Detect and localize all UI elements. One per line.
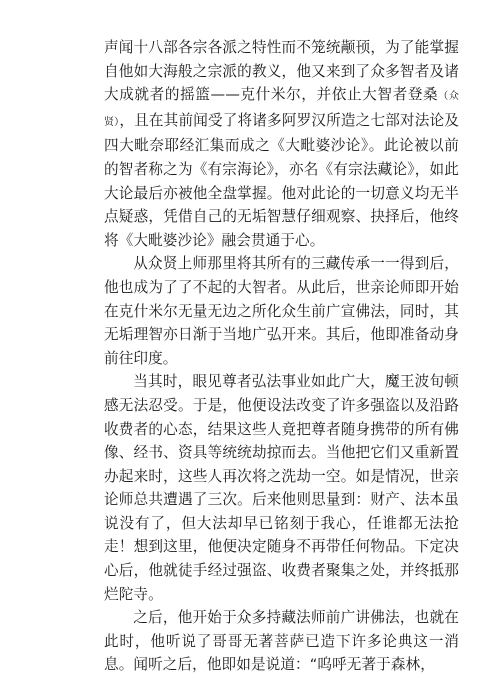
paragraph-4 (104, 606, 459, 677)
paragraph-4-text: 之后，他开始于众多持藏法师前广讲佛法，也就在此时，他听说了哥哥无著菩萨已造下许多论典这一消息。闻听之后，他即如是说道：“呜呼无著于森林， (104, 609, 459, 674)
paragraph-1-text-a: 声闻十八部各宗各派之特性而不笼统颟顸，为了能掌握自他如大海般之宗派的教义，他又来到了众多智者及诸大成就者的摇篮——克什米尔，并依止大智者登桑 (104, 39, 459, 104)
paragraph-1 (104, 36, 459, 252)
paragraph-2-text: 从众贤上师那里将其所有的三藏传承一一得到后，他也成为了了不起的大智者。从此后，世亲论师即开始在克什米尔无量无边之所化众生前广宣佛法，同时，其无垢理智亦日渐于当地广弘开来。其后，他即准备动身前往印度。 (104, 255, 459, 367)
paragraph-1-text-b: ，且在其前闻受了将诸多阿罗汉所造之七部对法论及四大毗奈耶经汇集而成之《大毗婆沙论》。此论被以前的智者称之为《有宗海论》，亦名《有宗法藏论》，如此大论最后亦被他全盘掌握。他对此论的一切意义均无半点疑惑，凭借自己的无垢智慧仔细观察、抉择后，他终将《大毗婆沙论》融会贯通于心。 (104, 111, 459, 249)
paragraph-2 (104, 252, 459, 370)
body-text (104, 36, 459, 677)
paragraph-3-text: 当其时，眼见尊者弘法事业如此广大，魔王波旬顿感无法忍受。于是，他便设法改变了许多强盗以及沿路收费者的心态，结果这些人竟把尊者随身携带的所有佛像、经书、资具等统统劫掠而去。当他把它们又重新置办起来时，这些人再次将之洗劫一空。如是情况，世亲论师总共遭遇了三次。后来他则思量到：财产、法本虽说没有了，但大法却早已铭刻于我心，任谁都无法抢走！想到这里，他便决定随身不再带任何物品。下定决心后，他就徒手经过强盗、收费者聚集之处，并终抵那烂陀寺。 (104, 373, 459, 603)
paragraph-3 (104, 370, 459, 606)
paragraph-1-annotation: （众贤） (104, 91, 460, 128)
